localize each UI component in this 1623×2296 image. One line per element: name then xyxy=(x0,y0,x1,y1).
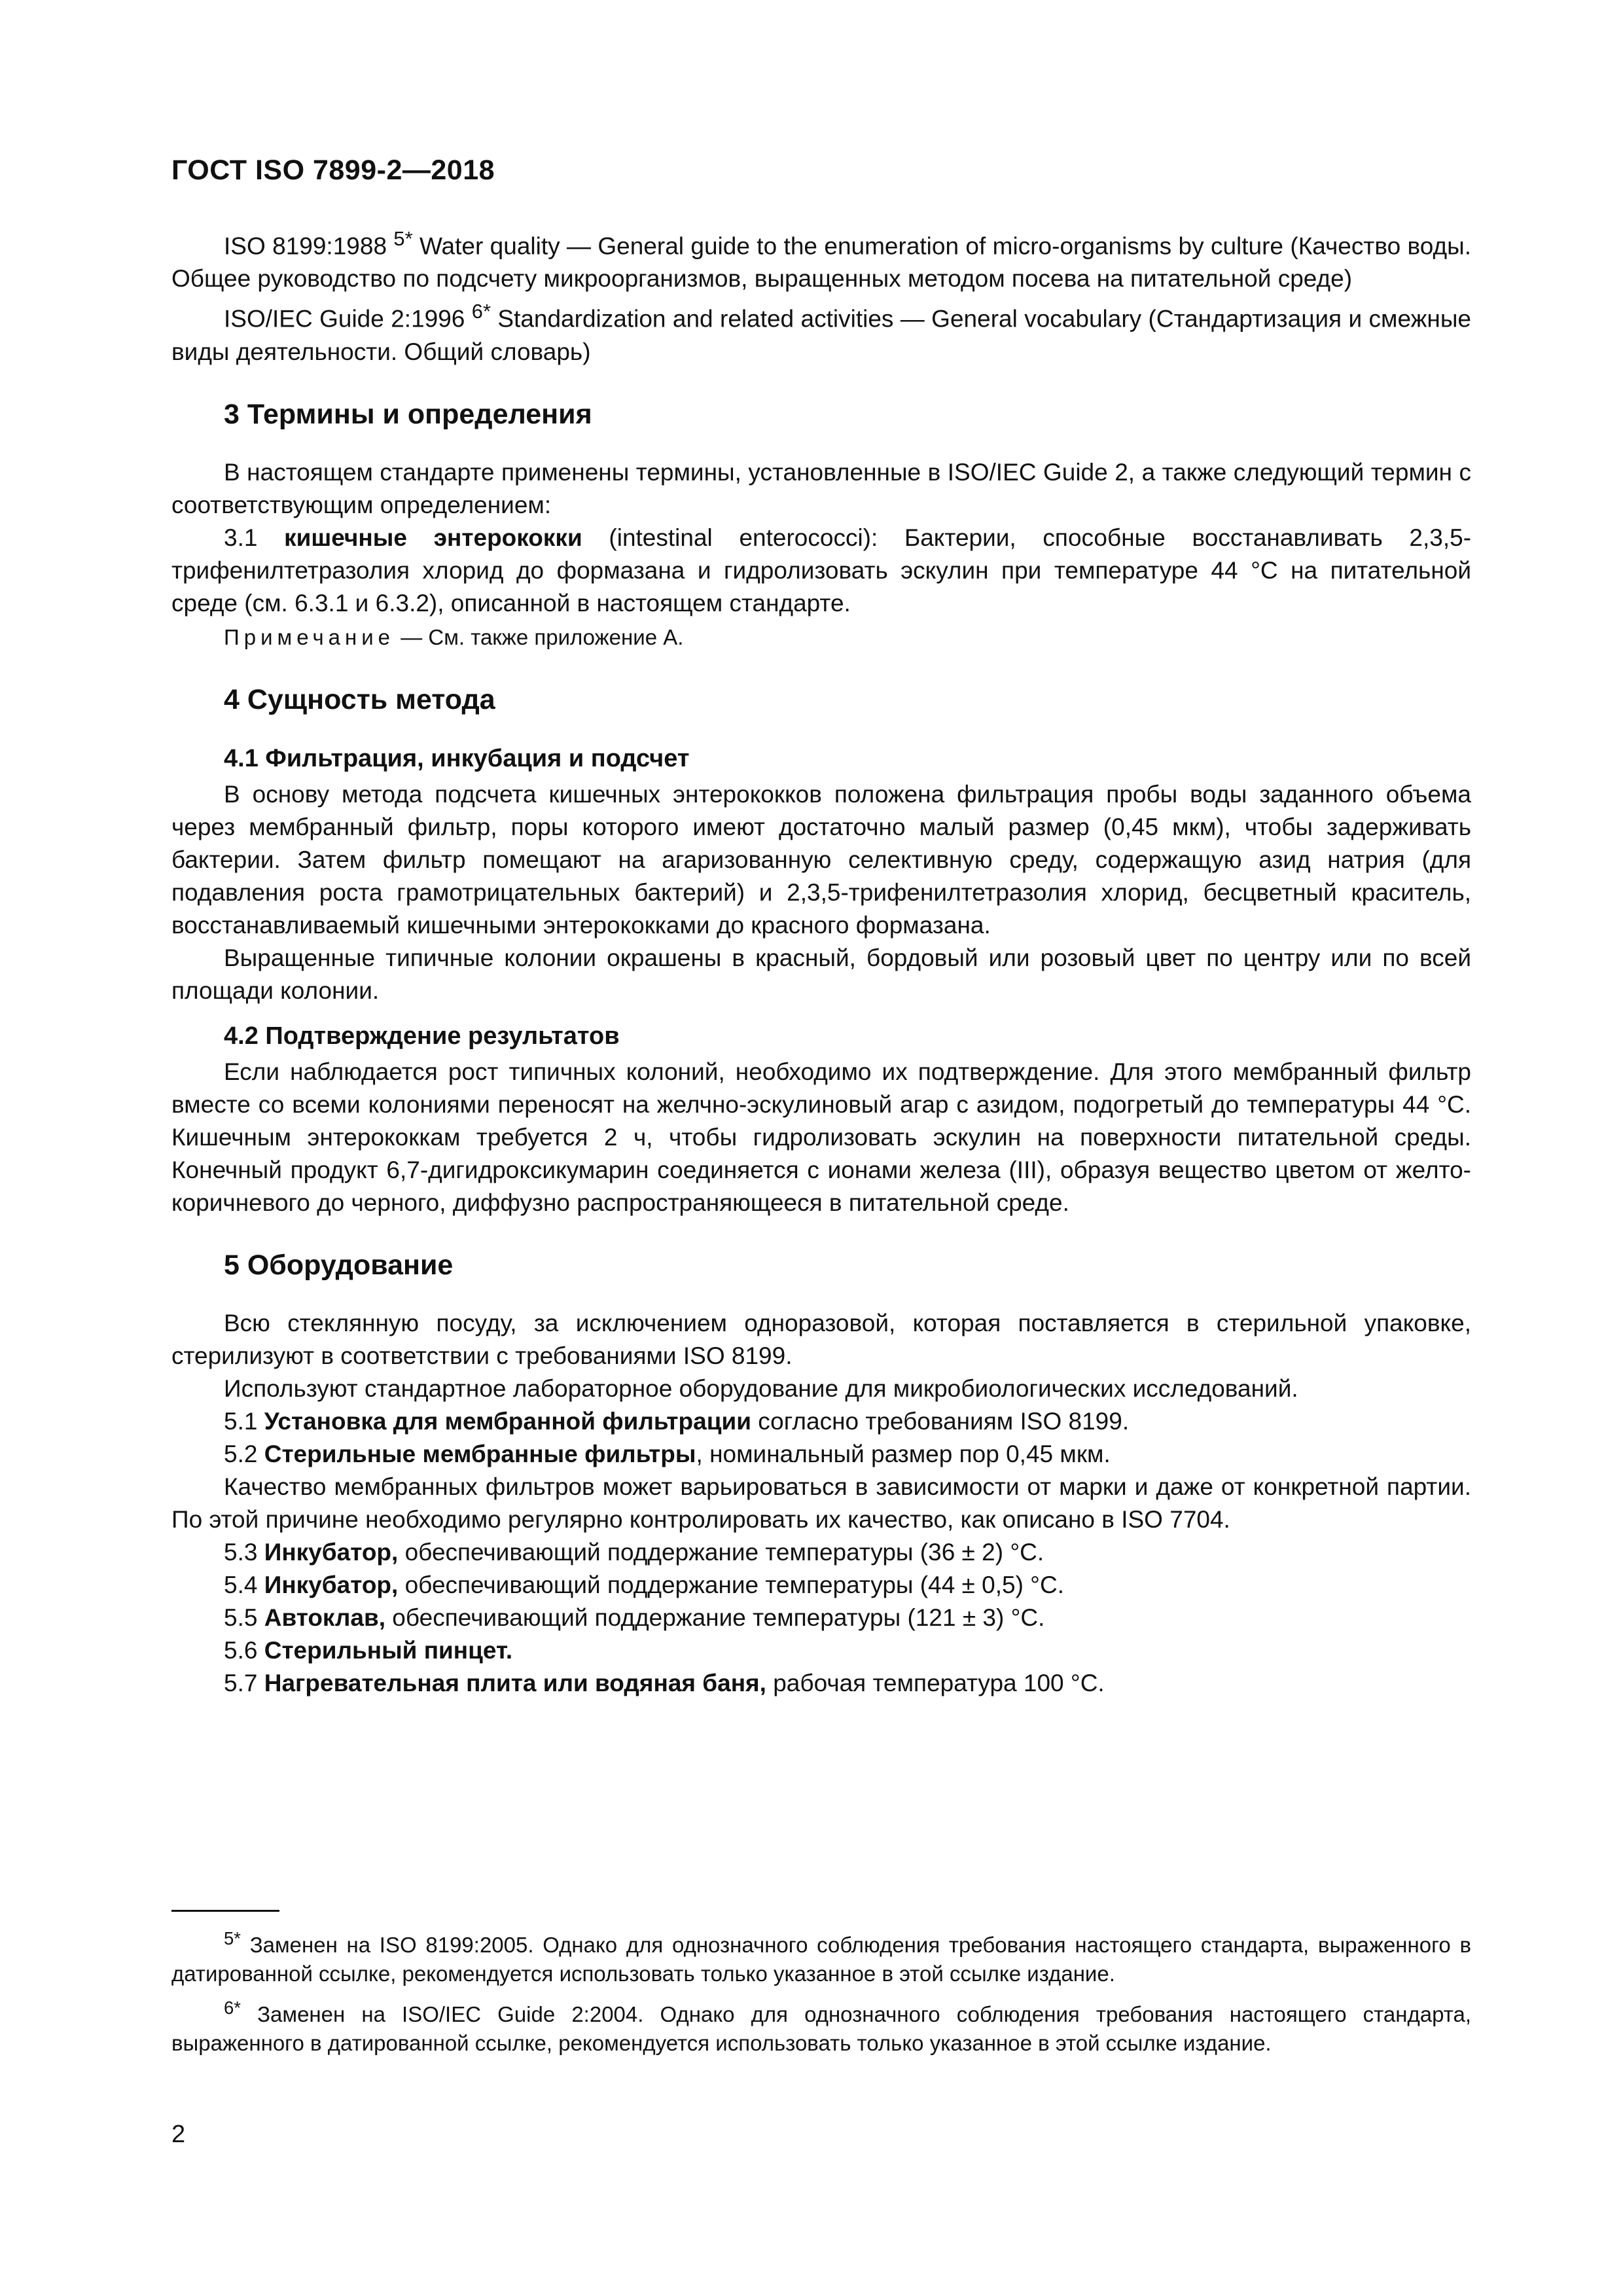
item-name: Установка для мембранной фильтрации xyxy=(264,1407,751,1435)
item-number: 5.7 xyxy=(224,1669,258,1696)
page-number: 2 xyxy=(171,2121,186,2148)
item-number: 5.4 xyxy=(224,1571,258,1598)
section-heading-5: 5 Оборудование xyxy=(224,1249,454,1281)
footnote xyxy=(171,1994,1471,2058)
paragraph: Качество мембранных фильтров может варьироваться в зависимости от марки и даже от конкретной партии. По этой причине необходимо регулярно контролировать их качество, как описано в ISO 7704. xyxy=(171,1473,1471,1533)
paragraph: В основу метода подсчета кишечных энтерококков положена фильтрация пробы воды заданного объема через мембранный фильтр, поры которого имеют достаточно малый размер (0,45 мкм), чтобы задерживать бактерии. Затем фильтр помещают на агаризованную селективную среду, содержащую азид натрия (для подавления роста грамотрицательных бактерий) и 2,3,5-трифенилтетразолия хлорид, бесцветный краситель, восстанавливаемый кишечными энтерококками до красного формазана. xyxy=(171,780,1471,939)
item-name: Инкубатор, xyxy=(264,1571,399,1598)
item-number: 5.5 xyxy=(224,1604,258,1631)
paragraph: Всю стеклянную посуду, за исключением одноразовой, которая поставляется в стерильной упаковке, стерилизуют в соответствии с требованиями ISO 8199. xyxy=(171,1309,1471,1369)
reference-code: ISO 8199:1988 xyxy=(224,232,387,260)
term-number: 3.1 xyxy=(224,524,258,551)
reference-code: ISO/IEC Guide 2:1996 xyxy=(224,305,465,332)
paragraph: Если наблюдается рост типичных колоний, необходимо их подтверждение. Для этого мембранный фильтр вместе со всеми колониями переносят на желчно-эскулиновый агар с азидом, подогретый до температуры 44 °С. Кишечным энтерококкам требуется 2 ч, чтобы гидролизовать эскулин на поверхности питательной среды. Конечный продукт 6,7-дигидроксикумарин соединяется с ионами железа (III), образуя вещество цветом от желто-коричневого до черного, диффузно распространяющееся в питательной среде. xyxy=(171,1058,1471,1216)
item-number: 5.6 xyxy=(224,1636,258,1664)
footnote-mark: 5* xyxy=(224,1928,241,1948)
paragraph: Используют стандартное лабораторное оборудование для микробиологических исследований. xyxy=(224,1374,1298,1402)
section-heading-3: 3 Термины и определения xyxy=(224,398,592,430)
footnote-separator xyxy=(171,1910,279,1912)
footnote xyxy=(171,1924,1471,1988)
item-name: Стерильные мембранные фильтры xyxy=(264,1440,696,1467)
item-name: Автоклав, xyxy=(264,1604,386,1631)
note-label: Примечание xyxy=(224,624,395,649)
reference-item xyxy=(171,223,1471,295)
equipment-item xyxy=(171,1405,1471,1438)
equipment-item xyxy=(171,1438,1471,1471)
footnotes xyxy=(171,1924,1471,2063)
item-number: 5.1 xyxy=(224,1407,258,1435)
item-number: 5.2 xyxy=(224,1440,258,1467)
paragraph: В настоящем стандарте применены термины, установленные в ISO/IEC Guide 2, а также следующий термин с соответствующим определением: xyxy=(171,458,1471,518)
note-text: — См. также приложение А. xyxy=(401,624,684,649)
reference-text: Water quality — General guide to the enumeration of micro-organisms by culture (Качество воды. Общее руководство по подсчету микроорганизмов, выращенных методом посева на питательной среде) xyxy=(171,232,1472,293)
item-name: Нагревательная плита или водяная баня, xyxy=(264,1669,766,1696)
equipment-item xyxy=(171,1536,1471,1569)
equipment-item xyxy=(171,1569,1471,1602)
paragraph: Выращенные типичные колонии окрашены в красный, бордовый или розовый цвет по центру или по всей площади колонии. xyxy=(171,944,1471,1004)
footnote-mark[interactable]: 6* xyxy=(471,300,491,323)
page-content xyxy=(171,223,1471,1700)
footnote-mark: 6* xyxy=(224,1998,241,2018)
reference-text: Standardization and related activities — General vocabulary (Стандартизация и смежные виды деятельности. Общий словарь) xyxy=(171,305,1472,365)
item-text: обеспечивающий поддержание температуры (121 ± 3) °С. xyxy=(385,1604,1045,1631)
equipment-item xyxy=(171,1667,1471,1700)
item-name: Стерильный пинцет. xyxy=(264,1636,513,1664)
footnote-text: Заменен на ISO 8199:2005. Однако для однозначного соблюдения требования настоящего стандарта, выраженного в датированной ссылке, рекомендуется использовать только указанное в этой ссылке издание. xyxy=(171,1933,1471,1986)
reference-item xyxy=(171,295,1471,368)
term-definition xyxy=(171,522,1471,620)
subsection-heading-4-1: 4.1 Фильтрация, инкубация и подсчет xyxy=(224,744,690,772)
subsection-heading-4-2: 4.2 Подтверждение результатов xyxy=(224,1022,620,1050)
item-text: обеспечивающий поддержание температуры (44 ± 0,5) °С. xyxy=(398,1571,1064,1598)
note xyxy=(224,621,1471,654)
item-text: обеспечивающий поддержание температуры (36 ± 2) °С. xyxy=(398,1538,1044,1566)
section-heading-4: 4 Сущность метода xyxy=(224,683,495,715)
footnote-text: Заменен на ISO/IEC Guide 2:2004. Однако для однозначного соблюдения требования настоящего стандарта, выраженного в датированной ссылке, рекомендуется использовать только указанное в этой ссылке издание. xyxy=(171,2002,1471,2055)
term-text: (intestinal enterococci): Бактерии, способные восстанавливать 2,3,5-трифенилтетразолия хлорид до формазана и гидролизовать эскулин при температуре 44 °С на питательной среде (см. 6.3.1 и 6.3.2), описанной в настоящем стандарте. xyxy=(171,524,1472,617)
equipment-item xyxy=(171,1634,1471,1667)
item-text: , номинальный размер пор 0,45 мкм. xyxy=(696,1440,1111,1467)
item-number: 5.3 xyxy=(224,1538,258,1566)
term-name: кишечные энтерококки xyxy=(284,524,582,551)
item-name: Инкубатор, xyxy=(264,1538,399,1566)
footnote-mark[interactable]: 5* xyxy=(393,227,413,250)
item-text: рабочая температура 100 °С. xyxy=(766,1669,1105,1696)
equipment-item xyxy=(171,1602,1471,1634)
item-text: согласно требованиям ISO 8199. xyxy=(751,1407,1130,1435)
document-header: ГОСТ ISO 7899-2—2018 xyxy=(171,154,495,186)
